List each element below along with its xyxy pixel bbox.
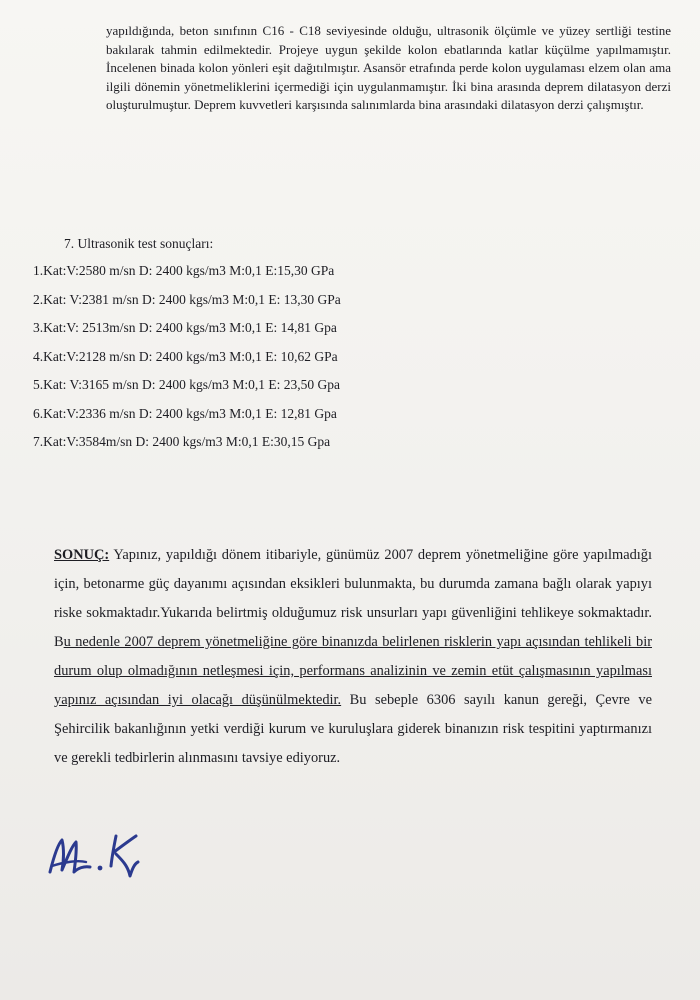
conclusion-label: SONUÇ: xyxy=(54,547,110,563)
signature xyxy=(44,826,154,886)
test-result-floor-5: 5.Kat: V:3165 m/sn D: 2400 kgs/m3 M:0,1 E: 23,50 Gpa xyxy=(33,377,340,392)
conclusion-text-1: Yapınız, yapıldığı dönem itibariyle, günümüz 2007 deprem yönetmeliğine göre yapılmadığı için, betonarme güç dayanımı açısından eksikleri bulunmakta, bu durumda zamana bağlı olarak yapıyı riske sokmaktadır.Yukarıda belirtmiş olduğumuz risk unsurları yapı güvenliğini tehlikeye sokmaktadır. B xyxy=(54,547,652,650)
test-result-floor-7: 7.Kat:V:3584m/sn D: 2400 kgs/m3 M:0,1 E:30,15 Gpa xyxy=(33,434,331,449)
test-result-floor-2: 2.Kat: V:2381 m/sn D: 2400 kgs/m3 M:0,1 E: 13,30 GPa xyxy=(33,291,341,307)
section-heading: 7. Ultrasonik test sonuçları: xyxy=(64,236,214,251)
conclusion-paragraph xyxy=(54,541,652,773)
test-result-floor-6: 6.Kat:V:2336 m/sn D: 2400 kgs/m3 M:0,1 E: 12,81 Gpa xyxy=(33,405,337,421)
test-result-floor-3: 3.Kat:V: 2513m/sn D: 2400 kgs/m3 M:0,1 E: 14,81 Gpa xyxy=(33,320,337,335)
intro-text: yapıldığında, beton sınıfının C16 - C18 seviyesinde olduğu, ultrasonik ölçümle ve yüzey sertliği testine bakılarak tahmin edilmektedir. Projeye uygun şekilde kolon ebatlarında katlar küçülme yapılmamıştır. İncelenen binada kolon yönleri eşit dağıtılmıştır. Asansör etrafında perde kolon uygulaması elzem olan ama ilgili dönemin yönetmeliklerini içermediği için uygulanmamıştır. İki bina arasında deprem dilatasyon derzi oluşturulmuştur. Deprem kuvvetleri karşısında salınımlarda bina arasındaki dilatasyon derzi çalışmıştır. xyxy=(106,23,671,113)
conclusion-text-2: Bu sebeple 6306 sayılı kanun gereği, Çevre ve Şehircilik bakanlığının yetki verdiği kurum ve kuruluşlara giderek binanızın risk tespitini yaptırmanızı ve gerekli tedbirlerin alınmasını tavsiye ediyoruz. xyxy=(54,692,652,766)
intro-paragraph xyxy=(106,22,671,115)
test-results-list xyxy=(33,257,341,457)
conclusion-section xyxy=(54,541,652,773)
conclusion-underlined-text: u nedenle 2007 deprem yönetmeliğine göre binanızda belirlenen risklerin yapı açısından tehlikeli bir durum olup olmadığının netleşmesi için, performans analizinin ve zemin etüt çalışmasının yapılması yapınız açısından iyi olacağı düşünülmektedir. xyxy=(54,634,652,708)
test-result-floor-1: 1.Kat:V:2580 m/sn D: 2400 kgs/m3 M:0,1 E:15,30 GPa xyxy=(33,263,335,278)
test-result-floor-4: 4.Kat:V:2128 m/sn D: 2400 kgs/m3 M:0,1 E: 10,62 GPa xyxy=(33,348,338,364)
